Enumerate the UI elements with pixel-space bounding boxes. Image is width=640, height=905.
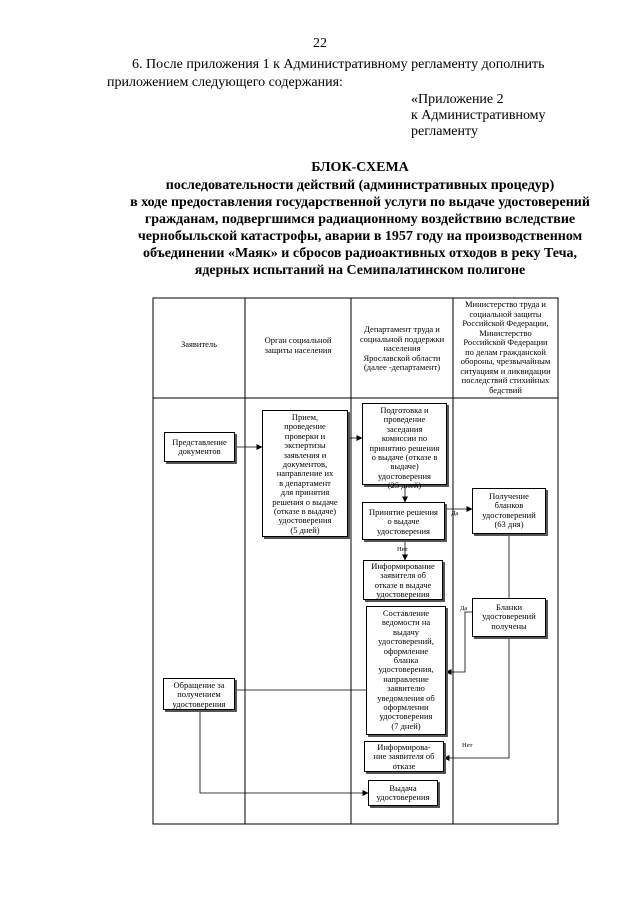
label-no-decision: Нет [397, 546, 408, 553]
box-compile-list: Составление ведомости на выдачу удостоверений, оформление бланка удостоверения, направление заявителю уведомления об оформлении удостоверения (7 дней) [366, 606, 446, 735]
box-inform-refusal-2: Информирова- ние заявителя об отказе [364, 741, 444, 772]
page-number: 22 [313, 36, 327, 51]
box-reception-check: Прием, проведение проверки и экспертизы заявления и документов, направление их в департамент для принятия решения о выдаче (отказе в выдаче) удостоверения (5 дней) [262, 410, 348, 537]
box-applicant-request: Обращение за получением удостоверения [163, 678, 235, 710]
box-commission-meeting: Подготовка и проведение заседания комиссии по принятию решения о выдаче (отказе в выдаче) удостоверения (25 дней) [362, 403, 447, 485]
arrow-applicant-to-issue [200, 710, 368, 793]
title-line: ядерных испытаний на Семипалатинском полигоне [194, 263, 526, 278]
box-issue-certificate: Выдача удостоверения [368, 780, 438, 806]
label-yes-blanks: Да [460, 605, 468, 612]
box-get-blanks: Получение бланков удостоверений (63 дня) [472, 488, 546, 534]
flow-connectors [200, 438, 509, 793]
title-line: последовательности действий (административных процедур) [165, 178, 555, 193]
box-decision: Принятие решения о выдаче удостоверения [362, 502, 445, 540]
column-header-social-protection: Орган социальной защиты населения [264, 335, 332, 355]
appendix-reference-line-3: регламенту [411, 124, 478, 139]
title-line: в ходе предоставления государственной услуги по выдаче удостоверений [130, 195, 590, 210]
box-submit-documents: Представление документов [164, 432, 235, 462]
label-yes-decision: Да [451, 510, 459, 517]
title-line: чернобыльской катастрофы, аварии в 1957 году на производственном [137, 229, 583, 244]
arrow-received-yes-to-compile [446, 612, 472, 672]
title-line: гражданам, подвергшимся радиационному воздействию вследствие [144, 212, 576, 227]
appendix-reference-line-1: «Приложение 2 [411, 92, 504, 107]
box-blanks-received: Бланки удостоверений получены [472, 598, 546, 637]
title-line: объединении «Маяк» и сбросов радиоактивных отходов в реку Теча, [142, 246, 578, 261]
intro-paragraph-line-2: приложением следующего содержания: [107, 75, 343, 90]
column-header-ministry: Министерство труда и социальной защиты Российской Федерации, Министерство Российской Федерации по делам гражданской обороны, чрезвычайным ситуациям и ликвидации последствий стихийных бедствий [460, 299, 551, 395]
arrow-received-no-to-inform [444, 637, 509, 758]
box-inform-refusal: Информирование заявителя об отказе в выдаче удостоверения [363, 560, 443, 600]
appendix-reference-line-2: к Административному [411, 108, 546, 123]
intro-paragraph-line-1: 6. После приложения 1 к Административному регламенту дополнить [132, 57, 545, 72]
column-header-applicant: Заявитель [180, 339, 218, 349]
title-heading: БЛОК-СХЕМА [311, 160, 409, 175]
column-header-department: Департамент труда и социальной поддержки населения Ярославской области (далее -департамент) [359, 324, 445, 372]
label-no-blanks: Нет [462, 742, 473, 749]
